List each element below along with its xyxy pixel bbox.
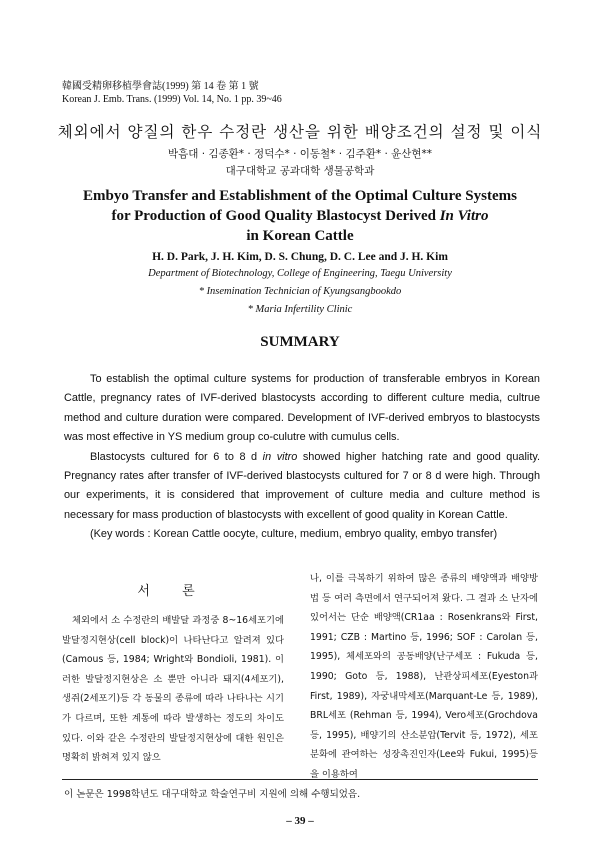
summary-p2-italic: in vitro bbox=[262, 450, 298, 463]
english-title-italic: In Vitro bbox=[439, 208, 489, 224]
summary-body bbox=[64, 370, 540, 545]
english-authors: H. D. Park, J. H. Kim, D. S. Chung, D. C. Lee and J. H. Kim bbox=[152, 251, 448, 263]
keywords: (Key words : Korean Cattle oocyte, culture, medium, embryo quality, embyo transfer) bbox=[90, 528, 498, 541]
korean-authors: 박흠대 · 김종환* · 정덕수* · 이동철* · 김주환* · 윤산현** bbox=[167, 148, 433, 160]
journal-header bbox=[62, 80, 282, 106]
summary-p2-pre: Blastocysts cultured for 6 to 8 d bbox=[90, 450, 263, 463]
intro-right-text: 나, 이를 극복하기 위하여 많은 종류의 배양액과 배양방법 등 여러 측면에서 연구되어져 왔다. 그 결과 소 난자에 있어서는 단순 배양액(CR1aa : Rosenkrans와 First, 1991; CZB : Martino 등, 1996; SOF : Carolan 등, 1995), 체세포와의 공동배양(난구세포 : Fukuda 등, 1990; Goto 등, 1988), 난관상피세포(Eyeston과 First, 1989), 자궁내막세포(Marquant-Le 등, 1989), BRL세포 (Rehman 등, 1994), Vero세포(Grochdova 등, 1995), 배양기의 산소분압(Tervit 등, 1972), 세포분화에 관여하는 성장촉진인자(Lee와 Fukui, 1995)등을 이용하여 bbox=[310, 573, 538, 780]
english-title-line3: in Korean Cattle bbox=[246, 228, 354, 244]
english-title-line2-text: for Production of Good Quality Blastocyst Derived bbox=[111, 208, 440, 224]
korean-affiliation: 대구대학교 공과대학 생물공학과 bbox=[225, 165, 375, 177]
journal-line-english: Korean J. Emb. Trans. (1999) Vol. 14, No. 1 pp. 39~46 bbox=[62, 94, 282, 105]
affiliation-department: Department of Biotechnology, College of Engineering, Taegu University bbox=[148, 268, 452, 279]
page-number: – 39 – bbox=[286, 815, 314, 827]
intro-left-column bbox=[62, 574, 284, 768]
affiliation-insemination: * Insemination Technician of Kyungsangbookdo bbox=[198, 286, 402, 297]
affiliation-clinic: * Maria Infertility Clinic bbox=[247, 304, 353, 315]
korean-title: 체외에서 양질의 한우 수정란 생산을 위한 배양조건의 설정 및 이식 bbox=[57, 123, 543, 141]
english-title bbox=[0, 186, 600, 246]
intro-left-text: 체외에서 소 수정란의 배발달 과정중 8~16세포기에 발달정지현상(cell block)이 나타난다고 알려져 있다(Camous 등, 1984; Wright와 Bondioli, 1981). 이러한 발달정지현상은 소 뿐만 아니라 돼지(4세포기), 생쥐(2세포기)등 각 동물의 종류에 따라 나타나는 시기가 다르며, 또한 계통에 따라 발생하는 정도의 차이도 있다. 이와 같은 수정란의 발달정지현상에 대한 원인은 명확히 밝혀져 있지 않으 bbox=[62, 615, 284, 764]
introduction-heading: 서 론 bbox=[137, 584, 209, 599]
english-title-line2 bbox=[0, 206, 600, 226]
english-title-line1: Embyo Transfer and Establishment of the Optimal Culture Systems bbox=[83, 188, 517, 204]
footnote-divider bbox=[62, 779, 538, 780]
summary-heading: SUMMARY bbox=[260, 334, 340, 350]
summary-p2-post: showed higher hatching rate and good quality. Pregnancy rates after transfer of IVF-derived blastocysts cultured for 7 or 8 d were high. Through our experiments, it is considered that improvement of culture media and culture method is necessary for mass production of blastocysts with excellent of good quality in Korean Cattle. bbox=[64, 450, 541, 521]
summary-paragraph-1: To establish the optimal culture systems for production of transferable embryos in Korean Cattle, pregnancy rates of IVF-derived blastocysts according to different culture media, cultrue method and culture duration were compared. Development of IVF-derived embryos to blastocysts was most effective in YS medium group co-culutre with cumulus cells. bbox=[64, 373, 540, 444]
summary-paragraph-2 bbox=[64, 448, 540, 526]
intro-right-column bbox=[310, 569, 538, 785]
footnote: 이 논문은 1998학년도 대구대학교 학술연구비 지원에 의해 수행되었음. bbox=[64, 789, 361, 800]
journal-line-korean: 韓國受精卵移植學會誌(1999) 第 14 卷 第 1 號 bbox=[62, 81, 259, 92]
